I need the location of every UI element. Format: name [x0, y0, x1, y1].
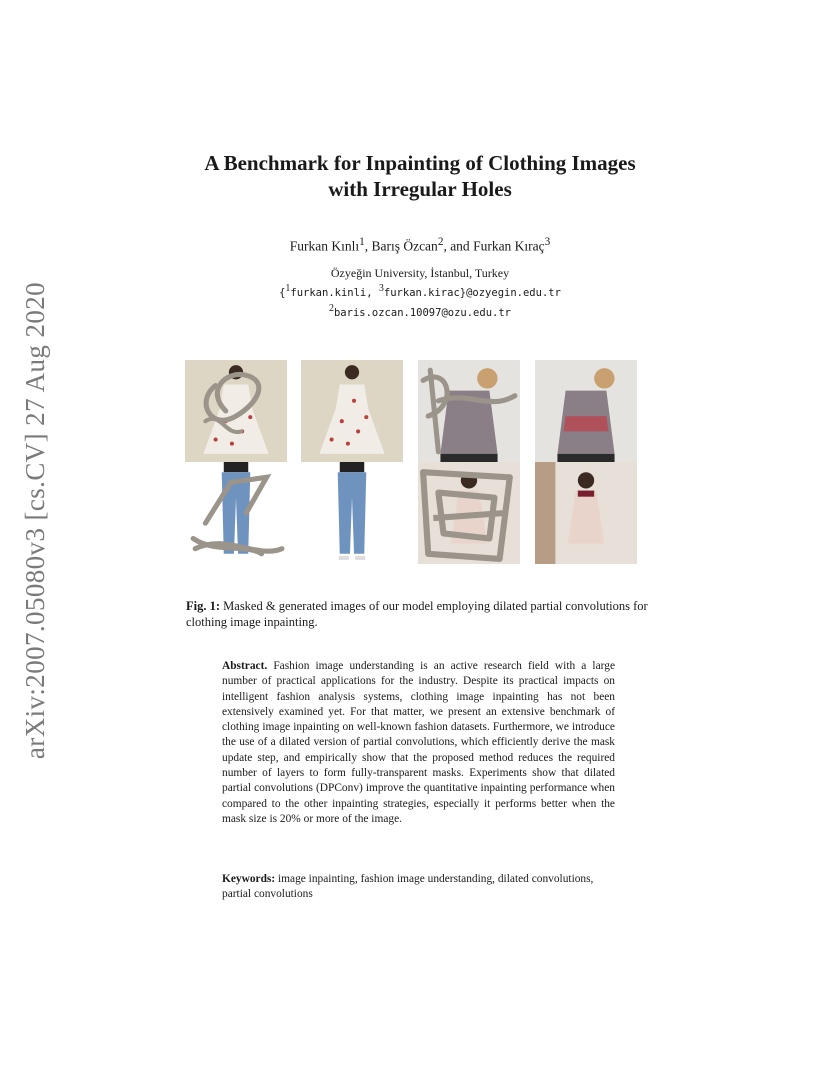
author-1-mark: 1	[359, 236, 365, 248]
email-line-1	[120, 281, 720, 301]
author-2-mark: 2	[437, 236, 444, 248]
author-sep-1: ,	[364, 238, 372, 254]
caption-text: Masked & generated images of our model employing dilated partial convolutions for clothing image inpainting.	[186, 599, 648, 629]
email-mark-2: 2	[328, 303, 334, 314]
email-line-2	[120, 301, 720, 321]
top-masked-image	[418, 360, 520, 462]
dress-generated-image	[301, 360, 403, 462]
top-generated-image	[535, 360, 637, 462]
abstract-text: Fashion image understanding is an active research field with a large number of practical applications for the industry. Despite its practical impacts on intelligent fashion analysis systems, clothing image inpainting has not been extensively examined yet. For that matter, we present an extensive benchmark of clothing image inpainting on well-known fashion datasets. Furthermore, we introduce the use of a dilated version of partial convolutions, which efficiently derive the mask update step, and empirically show that the proposed method reduces the required number of layers to form fully-transparent masks. Experiments show that dilated partial convolutions (DPConv) improve the quantitative inpainting performance when compared to the other inpainting strategies, especially it performs better when the mask size is 20% or more of the image.	[222, 660, 615, 825]
keywords-label: Keywords:	[222, 873, 276, 885]
abstract	[222, 659, 615, 827]
jeans-generated-image	[301, 462, 403, 564]
dress-masked-image	[185, 360, 287, 462]
tile-pink-dress-masked	[418, 462, 520, 564]
tile-jeans-masked	[185, 462, 287, 564]
email-mark-3: 3	[378, 283, 384, 294]
arxiv-identifier	[6, 280, 66, 760]
email-user-1: furkan.kinli,	[290, 287, 379, 299]
tile-top-masked	[418, 360, 520, 462]
abstract-label: Abstract.	[222, 660, 268, 672]
caption-label: Fig. 1:	[186, 599, 221, 613]
tile-top-generated	[535, 360, 637, 462]
figure-caption	[186, 598, 656, 630]
keywords-text: image inpainting, fashion image understanding, dilated convolutions, partial convolutions	[222, 873, 594, 901]
jeans-masked-image	[185, 462, 287, 564]
author-2: Barış Özcan	[371, 238, 438, 254]
keywords	[222, 872, 615, 903]
tile-dress-generated	[301, 360, 403, 462]
email-user-2: baris.ozcan.10097@ozu.edu.tr	[333, 307, 511, 319]
affiliation-block	[120, 266, 720, 321]
title-line-1: A Benchmark for Inpainting of Clothing Images	[204, 151, 636, 175]
tile-pink-dress-generated	[535, 462, 637, 564]
email-user-3: furkan.kirac}@ozyegin.edu.tr	[383, 287, 561, 299]
arxiv-id-text: arXiv:2007.05080v3 [cs.CV] 27 Aug 2020	[20, 281, 51, 759]
pink-dress-masked-image	[418, 462, 520, 564]
figure-1	[185, 360, 637, 564]
author-3: Furkan Kıraç	[473, 238, 545, 254]
pink-dress-generated-image	[535, 462, 637, 564]
university: Özyeğin University, İstanbul, Turkey	[330, 266, 510, 280]
tile-dress-masked	[185, 360, 287, 462]
paper-title	[120, 150, 720, 202]
author-3-mark: 3	[544, 236, 551, 248]
tile-jeans-generated	[301, 462, 403, 564]
title-line-2: with Irregular Holes	[328, 177, 512, 201]
email-mark-1: 1	[285, 283, 291, 294]
brace: {	[279, 287, 286, 299]
author-list	[120, 236, 720, 255]
author-1: Furkan Kınlı	[289, 238, 360, 254]
author-sep-2: , and	[443, 238, 474, 254]
